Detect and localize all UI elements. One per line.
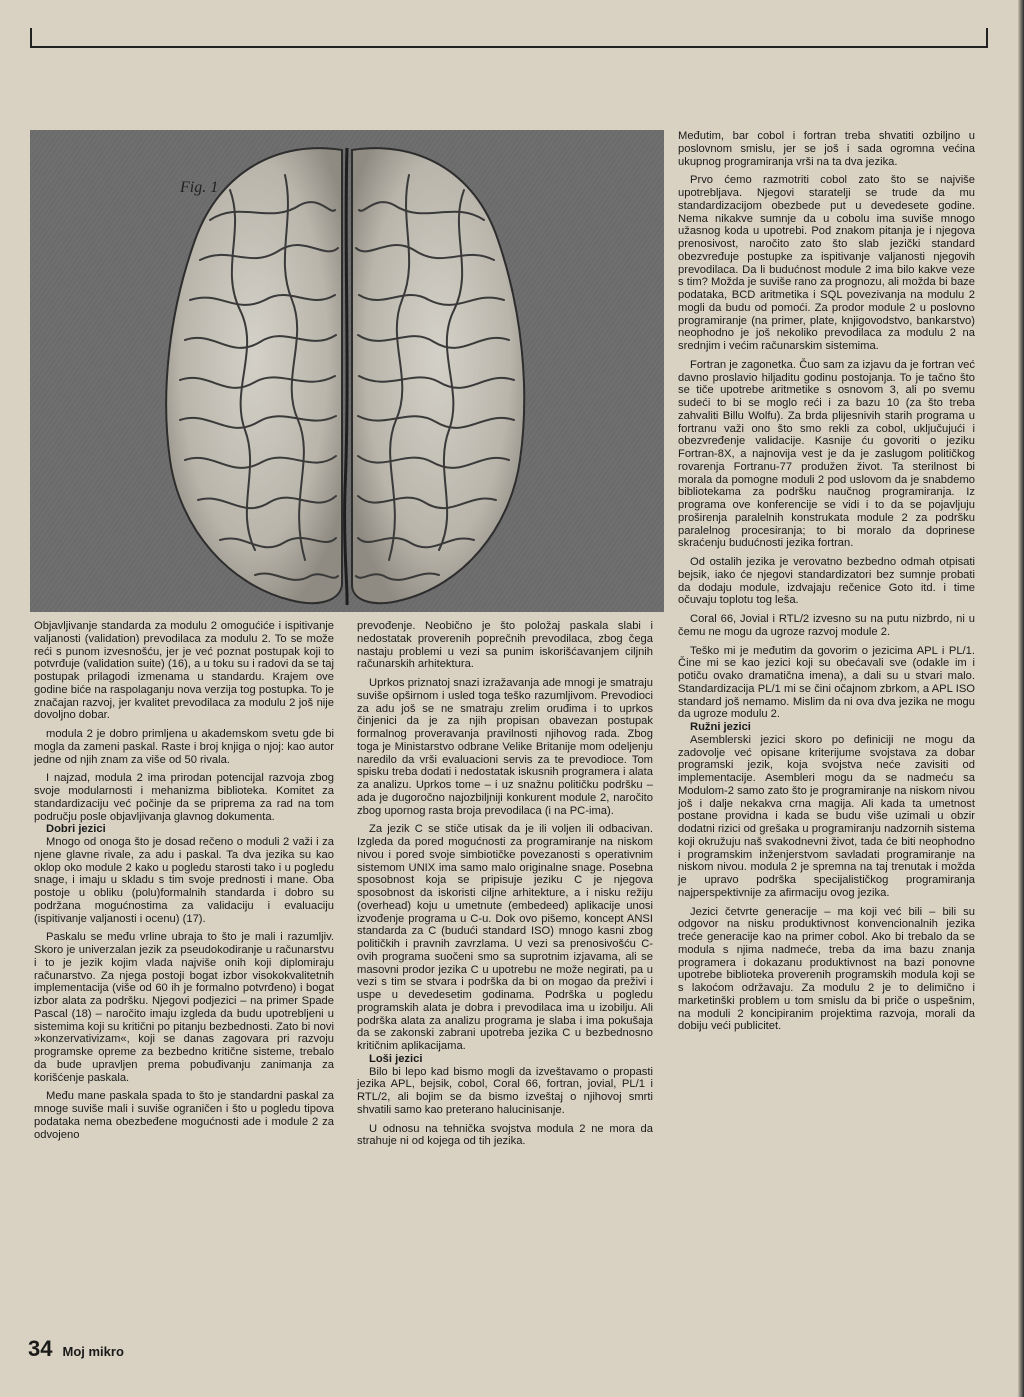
brain-illustration xyxy=(30,130,664,612)
article-paragraph: Uprkos priznatoj snazi izražavanja ade mnogi je smatraju suviše opširnom i usled toga teško razumljivom. Prevodioci za adu još se ne smatraju zrelim oruđima i to uprkos činjenici da je za njih propisan obavezan postupak formalnog proveravanja pravilnosti njihovog rada. Zbog toga je Ministarstvo odbrane Velike Britanije mom odeljenju naredilo da vrši evaluacioni servis za te prevodioce. Tom spisku treba dodati i nedostatak iskusnih programera i alata za analizu. Uprkos tome – i uz snažnu političku podršku – ada je dugoročno najozbiljniji konkurent module 2, naročito zbog upornog rasta broja prevodilaca (i na PC-ima). xyxy=(357,677,653,817)
magazine-name: Moj mikro xyxy=(62,1344,124,1359)
section-heading: Ružni jezici xyxy=(690,721,751,733)
section-heading: Dobri jezici xyxy=(46,823,106,836)
article-paragraph: Objavljivanje standarda za modulu 2 omogućiće i ispitivanje valjanosti (validation) prevodilaca za modulu 2. To se može reći s punom izvesnošću, jer je već poznat postupak koji to potvrđuje (validation suite) (16), a u toku su i radovi da se taj postupak prilagodi izmenama u standardu. Krajem ove godine biće na raspolaganju nova verzija tog postupka. To je značajan razvoj, jer kvalitet prevodilaca za modulu 2 još nije dovoljno dobar. xyxy=(34,620,334,722)
article-paragraph: Za jezik C se stiče utisak da je ili voljen ili odbacivan. Izgleda da pored mogućnosti za programiranje na niskom nivou i pored svoje simbiotičke povezanosti s operativnim sistemom UNIX ima samo malo originalne snage. Posebna sposobnost koja se pripisuje jeziku C je njegova sposobnost da iskoristi ciljne arhitekture, a i nisku režiju (overhead) koju u umetnute (embedeed) aplikacije unosi izvođenje programa u C-u. Dok ovo pišemo, koncept ANSI standarda za C (budući standard ISO) mnogo kasni zbog političkih i pravnih zavrzlama. U vezi sa prenosivošću C-ovih programa suočeni smo sa suprotnim izjavama, ali se masovni prodor jezika C u upotrebu ne može negirati, pa u vezi s tim se stvara i podrška da bi on mogao da preživi i uspe u devedesetim godinama. Podrška u pogledu programskih alata je dobra i prevodilaca ima u izobilju. Ali podrška alata za analizu programa je slaba i ima pokušaja da se zakonski zabrani upotreba jezika C u bezbednosno kritičnim aplikacijama. xyxy=(357,823,653,1052)
scan-edge-shadow xyxy=(1018,0,1024,1397)
article-paragraph: Od ostalih jezika je verovatno bezbedno odmah otpisati bejsik, iako će njegovi standardizatori bez sumnje probati da dodaju module, izdvajaju rečenice Goto itd. i time očuvaju toplotu tog leša. xyxy=(678,556,975,607)
article-paragraph: Teško mi je međutim da govorim o jezicima APL i PL/1. Čine mi se kao jezici koji su obećavali sve (odakle im i potiču ovako dramatična imena), a dali su u stvari malo. Standardizacija PL/1 mi se čini očajnom zbrkom, a APL ISO standard još nemamo. Mislim da ni ova dva jezika ne mogu da ugroze modulu 2. xyxy=(678,644,975,721)
page-footer xyxy=(28,1336,124,1362)
middle-column xyxy=(357,620,653,1148)
article-paragraph: Asemblerski jezici skoro po definiciji ne mogu da zadovolje već opisane kriterijume svojstava za dobar programski jezik, koja svojstva neće zavisiti od implementacije. Asembleri mogu da se nadmeću sa Modulom-2 samo zato što je programiranje na niskom nivou još i dalje nekakva crna magija. Ali kada ta umetnost postane providna i kada se budu više uzimali u obzir dodatni rizici od grešaka u programiranju nadzornih sistema koji okružuju naš svakodnevni život, tada će biti neophodno i programskim inženjerstvom savladati programiranje na niskom nivou. modula 2 je spremna na taj trenutak i možda je upravo podrška specijalističkog programiranja najperspektivnije za afirmaciju ovog jezika. xyxy=(678,733,975,899)
brain-drawing xyxy=(30,130,664,612)
top-frame-rule xyxy=(30,28,988,48)
article-paragraph: Prvo ćemo razmotriti cobol zato što se najviše upotrebljava. Njegovi staratelji se trude da mu standardizacijom obezbede put u devedesete godine. Nema nikakve sumnje da u cobolu ima suviše mnogo užasnog koda u upotrebi. Pod znakom pitanja je i njegova prenosivost, naročito zato što slab jezički standard obezvređuje postupke za ispitivanje valjanosti njegovih prevodilaca. Da li budućnost module 2 ima bilo kakve veze s tim? Možda je suviše rano za prognozu, ali možda bi baze podataka, BCD aritmetika i SQL povezivanja na modulu 2 mogli da budu od pomoći. Za prodor module 2 u poslovno programiranje (na primer, plate, knjigovodstvo, bankarstvo) neophodno je još nekoliko prevodilaca za modulu 2 na srednjim i većim računarskim sistemima. xyxy=(678,174,975,352)
article-paragraph: Paskalu se među vrline ubraja to što je mali i razumljiv. Skoro je univerzalan jezik za pseudokodiranje u računarstvu i to je jezik kojim vlada najviše onih koji diplomiraju računarstvo. Za njega postoji bogat izbor visokokvalitetnih implementacija (više od 60 ih je formalno potvrđeno) i bogat izbor alata za podršku. Njegovi podjezici – na primer Spade Pascal (18) – naročito imaju izgleda da budu upotrebljeni u sistemima koji su kritični po pitanju bezbednosti. Zato bi novi »konzervativizam«, koji se danas zagovara pri razvoju programske opreme za bezbedno kritične sisteme, trebalo da bude upravljen prema pobuđivanju zanimanja za korišćenje paskala. xyxy=(34,931,334,1084)
article-paragraph: Jezici četvrte generacije – ma koji već bili – bili su odgovor na nisku produktivnost konvencionalnih jezika treće generacije kao na primer cobol. Ako bi trebalo da se modula s njima nadmeće, treba da ima bazu znanja programera i dokazanu produktivnost na bazi ponovne upotrebe biblioteka proverenih programskih modula koji se s lakoćom održavaju. Za modulu 2 je to delimično i marketinški problem u tom smislu da bi priče o uspešnim, na moduli 2 koncipiranim projektima razvoja, morali da dobiju veći publicitet. xyxy=(678,905,975,1033)
page-number: 34 xyxy=(28,1336,53,1361)
article-paragraph: Među mane paskala spada to što je standardni paskal za mnoge suviše mali i suviše ograničen i što u pogledu tipova podataka nema obezbeđene mogućnosti ade i module 2 za odvojeno xyxy=(34,1090,334,1141)
article-paragraph: Fortran je zagonetka. Čuo sam za izjavu da je fortran već davno proslavio hiljaditu godinu postojanja. To je tačno što se tiče upotrebe aritmetike s osnovom 3, ali po svemu sudeći to bi se moglo reći i za bazu 10 (za što treba zahvaliti Billu Wolfu). Za brda plijesnivih starih programa u fortranu važi ono što smo rekli za cobol, uključujući i obezvređenje validacije. Kasnije ću govoriti o jeziku Fortran-8X, a najnovija vest je da je zaslugom političkog rovarenja Fortranu-77 produžen život. Ta sterilnost bi morala da pomogne moduli 2 pod uslovom da je snabdemo bibliotekama za podršku naučnog programiranja. Iz programa ove konferencije se vidi i to da se pojavljuju proširenja paralelnih konstrukata module 2 za podršku paralelnog procesiranja; to bi moralo da doprinese skraćenju budućnosti jezika fortran. xyxy=(678,358,975,550)
article-paragraph: I najzad, modula 2 ima prirodan potencijal razvoja zbog svoje modularnosti i mehanizma biblioteka. Komitet za standardizaciju već počinje da se priprema za rad na tom području posle objavljivanja glavnog dokumenta. xyxy=(34,772,334,823)
article-paragraph: U odnosu na tehnička svojstva modula 2 ne mora da strahuje ni od kojega od tih jezika. xyxy=(357,1122,653,1148)
article-paragraph: Coral 66, Jovial i RTL/2 izvesno su na putu nizbrdo, ni u čemu ne mogu da ugroze razvoj module 2. xyxy=(678,613,975,638)
figure-label: Fig. 1 xyxy=(180,179,219,196)
left-column xyxy=(34,620,334,1141)
right-column xyxy=(678,130,975,1033)
section-heading: Loši jezici xyxy=(369,1052,423,1065)
article-paragraph: Međutim, bar cobol i fortran treba shvatiti ozbiljno u poslovnom smislu, jer se još i sada ogromna većina ukupnog programiranja vrši na ta dva jezika. xyxy=(678,130,975,168)
article-paragraph: Bilo bi lepo kad bismo mogli da izveštavamo o propasti jezika APL, bejsik, cobol, Coral 66, fortran, jovial, PL/1 i RTL/2, ali bojim se da bismo izveštaj o njihovoj smrti shvatili samo kao preterano halucinisanje. xyxy=(357,1065,653,1116)
article-paragraph: prevođenje. Neobično je što položaj paskala slabi i nedostatak proverenih poprečnih prevodilaca, zbog čega nastaju problemi u vezi sa punim iskorišćavanjem ciljnih računarskih arhitektura. xyxy=(357,620,653,671)
article-paragraph: Mnogo od onoga što je dosad rečeno o moduli 2 važi i za njene glavne rivale, za adu i paskal. Ta dva jezika su kao oklop oko module 2 kako u pogledu starosti tako i u pogledu snage, i imaju u skladu s tim svoje prednosti i mane. Oba postoje u obliku (polu)formalnih standarda i dobro su podržana mogućnostima za validaciju i evaluaciju (ispitivanje valjanosti i ocenu) (17). xyxy=(34,836,334,925)
article-paragraph: modula 2 je dobro primljena u akademskom svetu gde bi mogla da zameni paskal. Raste i broj knjiga o njoj: kao autor jedne od njih znam za više od 50 rivala. xyxy=(34,728,334,766)
